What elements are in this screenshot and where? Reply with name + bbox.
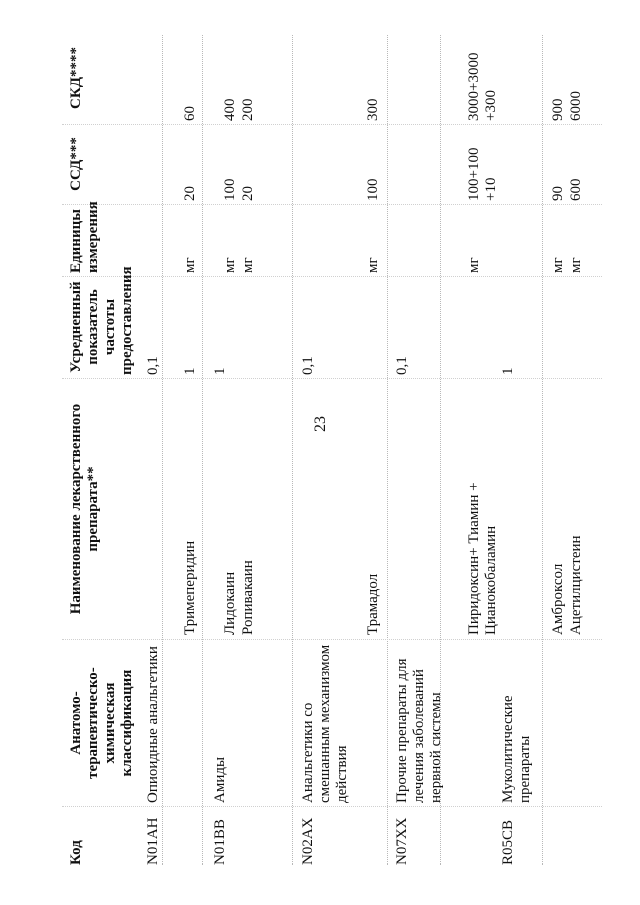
drug-name: Амброксол xyxy=(550,563,566,635)
drug-unit: мг xyxy=(222,257,238,273)
drug-name: Трамадол xyxy=(365,573,381,635)
drug-ssd: 100 xyxy=(222,178,238,201)
header-skd: СКД**** xyxy=(68,46,84,110)
drug-skd: 200 xyxy=(240,98,256,121)
drug-ssd: 20 xyxy=(240,186,256,201)
drug-unit: мг xyxy=(550,257,566,273)
drug-unit: мг xyxy=(466,257,482,273)
column-divider xyxy=(62,124,602,125)
atc-group-name: Муколитические препараты xyxy=(500,695,533,803)
page-number: 23 xyxy=(312,416,329,432)
drug-ssd: 100+100 +10 xyxy=(466,147,499,201)
header-atc: Анатомо-терапевтическо-химическая классификация xyxy=(68,667,135,779)
header-frequency: Усредненный показатель частоты предоставления xyxy=(68,266,135,375)
drug-skd: 300 xyxy=(365,98,381,121)
atc-code: R05CB xyxy=(500,819,516,865)
row-divider xyxy=(542,35,543,865)
header-ssd: ССД*** xyxy=(68,137,84,191)
atc-code: N01AH xyxy=(145,817,161,865)
drug-skd: 3000+3000 +300 xyxy=(466,52,499,121)
drug-ssd: 600 xyxy=(568,178,584,201)
drug-name: Лидокаин xyxy=(222,571,238,635)
drug-table xyxy=(62,35,602,865)
atc-group-name: Анальгетики со смешанным механизмом действия xyxy=(300,644,350,803)
atc-group-name: Амиды xyxy=(212,756,228,803)
group-frequency: 1 xyxy=(500,367,516,375)
drug-frequency: 1 xyxy=(182,367,198,375)
atc-group-name: Прочие препараты для лечения заболеваний нервной системы xyxy=(394,658,444,803)
atc-code: N02AX xyxy=(300,817,316,865)
group-frequency: 0,1 xyxy=(145,356,161,375)
drug-name: Тримеперидин xyxy=(182,540,198,635)
header-drug-name: Наименование лекарственного препарата** xyxy=(68,403,101,615)
drug-skd: 6000 xyxy=(568,91,584,121)
atc-code: N01BB xyxy=(212,819,228,865)
drug-unit: мг xyxy=(568,257,584,273)
drug-unit: мг xyxy=(182,257,198,273)
group-frequency: 1 xyxy=(212,367,228,375)
drug-unit: мг xyxy=(365,257,381,273)
drug-name: Ропивакаин xyxy=(240,560,256,635)
atc-group-name: Опиоидные анальгетики xyxy=(145,646,161,803)
drug-skd: 400 xyxy=(222,98,238,121)
column-divider xyxy=(62,204,602,205)
drug-unit: мг xyxy=(240,257,256,273)
row-divider xyxy=(202,35,203,865)
row-divider xyxy=(162,35,163,865)
header-code: Код xyxy=(68,840,84,865)
row-divider xyxy=(387,35,388,865)
drug-ssd: 20 xyxy=(182,186,198,201)
column-divider xyxy=(62,276,602,277)
drug-name: Пиридоксин+ Тиамин + Цианокобаламин xyxy=(466,482,499,635)
drug-skd: 60 xyxy=(182,106,198,121)
column-divider xyxy=(62,639,602,640)
group-frequency: 0,1 xyxy=(394,356,410,375)
column-divider xyxy=(62,806,602,807)
row-divider xyxy=(292,35,293,865)
drug-ssd: 100 xyxy=(365,178,381,201)
header-units: Единицы измерения xyxy=(68,201,101,273)
drug-name: Ацетилцистеин xyxy=(568,535,584,635)
atc-code: N07XX xyxy=(394,817,410,865)
group-frequency: 0,1 xyxy=(300,356,316,375)
drug-ssd: 90 xyxy=(550,186,566,201)
column-divider xyxy=(62,378,602,379)
drug-skd: 900 xyxy=(550,98,566,121)
